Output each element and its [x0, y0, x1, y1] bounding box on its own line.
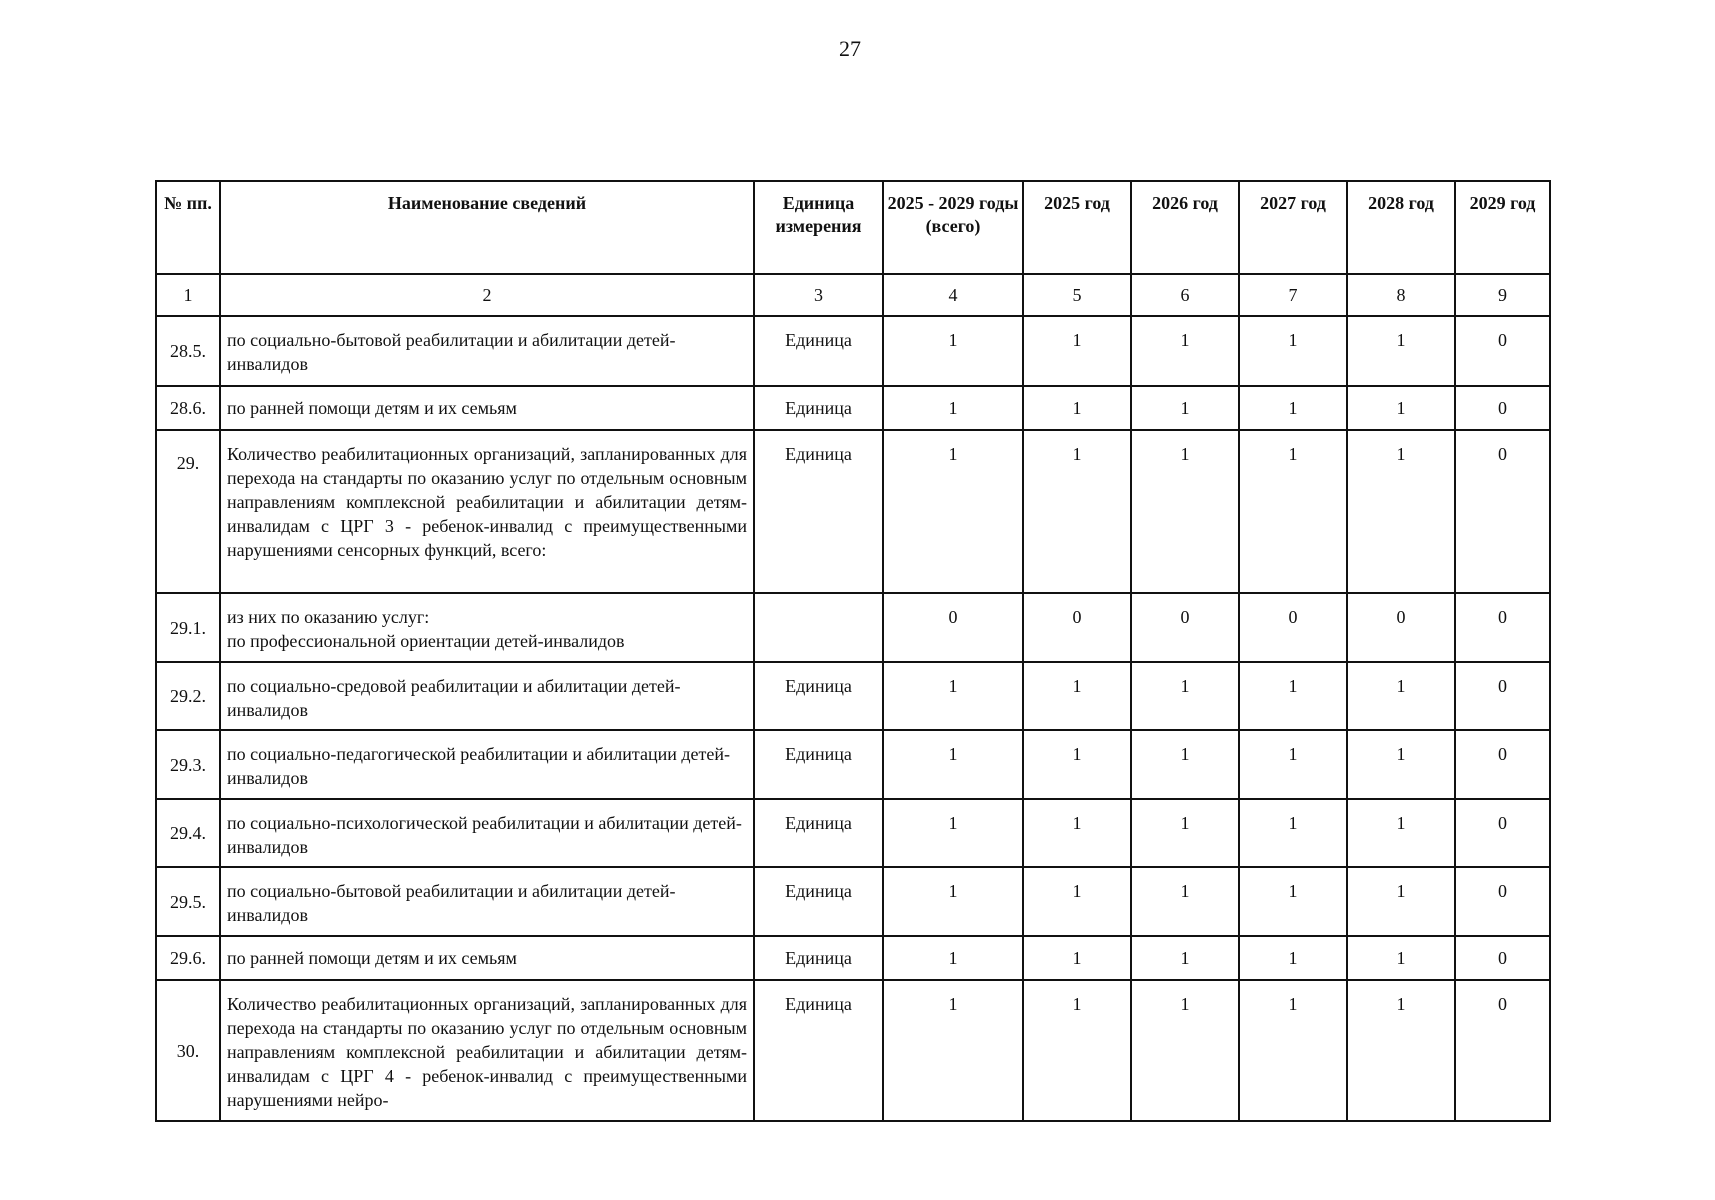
row-unit: Единица [754, 730, 883, 799]
row-number: 29.2. [156, 662, 220, 730]
value-2026: 1 [1131, 662, 1239, 730]
value-2029: 0 [1455, 867, 1550, 936]
value-total: 1 [883, 386, 1023, 430]
column-number: 6 [1131, 274, 1239, 316]
column-number: 4 [883, 274, 1023, 316]
value-2028: 1 [1347, 867, 1455, 936]
value-2027: 1 [1239, 867, 1347, 936]
value-2029: 0 [1455, 662, 1550, 730]
value-2027: 1 [1239, 316, 1347, 386]
value-2026: 1 [1131, 799, 1239, 867]
column-number: 1 [156, 274, 220, 316]
value-2029: 0 [1455, 386, 1550, 430]
row-name: Количество реабилитационных организаций, запланированных для перехода на стандарты по оказанию услуг по отдельным основным направлениям комплексной реабилитации и абилитации детям-инвалидам с ЦРГ 4 - ребенок-инвалид с преимущественными нарушениями нейро- [220, 980, 754, 1121]
row-name: по социально-бытовой реабилитации и абилитации детей-инвалидов [220, 867, 754, 936]
value-2028: 1 [1347, 430, 1455, 593]
header-cell: 2025 - 2029 годы (всего) [883, 181, 1023, 274]
row-number: 29.4. [156, 799, 220, 867]
value-total: 1 [883, 430, 1023, 593]
value-total: 1 [883, 316, 1023, 386]
table-row [156, 980, 1550, 1121]
row-name: по ранней помощи детям и их семьям [220, 936, 754, 980]
header-cell: 2026 год [1131, 181, 1239, 274]
value-2026: 1 [1131, 316, 1239, 386]
row-unit: Единица [754, 316, 883, 386]
header-cell: № пп. [156, 181, 220, 274]
column-number: 3 [754, 274, 883, 316]
row-unit: Единица [754, 980, 883, 1121]
row-unit: Единица [754, 662, 883, 730]
row-name [220, 593, 754, 662]
table-row [156, 936, 1550, 980]
report-table [155, 180, 1551, 1122]
table-row [156, 730, 1550, 799]
value-2029: 0 [1455, 730, 1550, 799]
value-2029: 0 [1455, 316, 1550, 386]
header-cell: Единица измерения [754, 181, 883, 274]
value-total: 1 [883, 662, 1023, 730]
value-2025: 0 [1023, 593, 1131, 662]
value-2026: 1 [1131, 430, 1239, 593]
value-2027: 1 [1239, 430, 1347, 593]
row-number: 29.5. [156, 867, 220, 936]
header-cell: 2025 год [1023, 181, 1131, 274]
value-2026: 1 [1131, 936, 1239, 980]
header-cell: Наименование сведений [220, 181, 754, 274]
row-name: по социально-психологической реабилитации и абилитации детей-инвалидов [220, 799, 754, 867]
value-2027: 1 [1239, 386, 1347, 430]
row-unit: Единица [754, 799, 883, 867]
value-2029: 0 [1455, 799, 1550, 867]
value-2027: 1 [1239, 980, 1347, 1121]
value-2029: 0 [1455, 980, 1550, 1121]
row-name-line: из них по оказанию услуг: [227, 607, 430, 627]
page-number: 27 [839, 36, 861, 61]
value-2026: 0 [1131, 593, 1239, 662]
table-row [156, 799, 1550, 867]
value-2028: 1 [1347, 730, 1455, 799]
column-number: 8 [1347, 274, 1455, 316]
value-2028: 1 [1347, 662, 1455, 730]
column-number: 9 [1455, 274, 1550, 316]
table-row [156, 593, 1550, 662]
value-2025: 1 [1023, 936, 1131, 980]
row-unit: Единица [754, 936, 883, 980]
row-number: 30. [156, 980, 220, 1121]
header-cell: 2028 год [1347, 181, 1455, 274]
value-2027: 0 [1239, 593, 1347, 662]
table-row [156, 662, 1550, 730]
value-2027: 1 [1239, 799, 1347, 867]
column-number-row [156, 274, 1550, 316]
row-number: 29. [156, 430, 220, 593]
row-number: 29.6. [156, 936, 220, 980]
header-cell: 2029 год [1455, 181, 1550, 274]
header-cell: 2027 год [1239, 181, 1347, 274]
value-2025: 1 [1023, 316, 1131, 386]
value-2027: 1 [1239, 730, 1347, 799]
value-2025: 1 [1023, 430, 1131, 593]
value-2026: 1 [1131, 730, 1239, 799]
value-total: 1 [883, 867, 1023, 936]
row-name: по социально-педагогической реабилитации и абилитации детей-инвалидов [220, 730, 754, 799]
row-name: по ранней помощи детям и их семьям [220, 386, 754, 430]
row-name: по социально-бытовой реабилитации и абилитации детей-инвалидов [220, 316, 754, 386]
table-header-row [156, 181, 1550, 274]
value-2025: 1 [1023, 662, 1131, 730]
value-2025: 1 [1023, 980, 1131, 1121]
row-unit: Единица [754, 386, 883, 430]
row-number: 28.6. [156, 386, 220, 430]
table-row [156, 867, 1550, 936]
value-2028: 1 [1347, 316, 1455, 386]
column-number: 5 [1023, 274, 1131, 316]
value-total: 1 [883, 980, 1023, 1121]
value-2028: 0 [1347, 593, 1455, 662]
row-number: 29.3. [156, 730, 220, 799]
row-number: 29.1. [156, 593, 220, 662]
row-unit: Единица [754, 430, 883, 593]
value-2027: 1 [1239, 936, 1347, 980]
value-2025: 1 [1023, 799, 1131, 867]
table-row [156, 386, 1550, 430]
row-name-line: по профессиональной ориентации детей-инвалидов [227, 631, 625, 651]
row-name: по социально-средовой реабилитации и абилитации детей-инвалидов [220, 662, 754, 730]
row-unit [754, 593, 883, 662]
value-2029: 0 [1455, 430, 1550, 593]
value-2025: 1 [1023, 867, 1131, 936]
value-2028: 1 [1347, 386, 1455, 430]
value-2029: 0 [1455, 936, 1550, 980]
table-row [156, 316, 1550, 386]
value-total: 1 [883, 936, 1023, 980]
row-name: Количество реабилитационных организаций, запланированных для перехода на стандарты по оказанию услуг по отдельным основным направлениям комплексной реабилитации и абилитации детям-инвалидам с ЦРГ 3 - ребенок-инвалид с преимущественными нарушениями сенсорных функций, всего: [220, 430, 754, 593]
row-unit: Единица [754, 867, 883, 936]
value-total: 1 [883, 799, 1023, 867]
value-2028: 1 [1347, 799, 1455, 867]
value-2028: 1 [1347, 936, 1455, 980]
value-2026: 1 [1131, 386, 1239, 430]
value-2026: 1 [1131, 980, 1239, 1121]
value-2025: 1 [1023, 386, 1131, 430]
row-number: 28.5. [156, 316, 220, 386]
column-number: 2 [220, 274, 754, 316]
value-2029: 0 [1455, 593, 1550, 662]
value-total: 1 [883, 730, 1023, 799]
value-2028: 1 [1347, 980, 1455, 1121]
value-2026: 1 [1131, 867, 1239, 936]
value-2027: 1 [1239, 662, 1347, 730]
table-row [156, 430, 1550, 593]
column-number: 7 [1239, 274, 1347, 316]
value-total: 0 [883, 593, 1023, 662]
value-2025: 1 [1023, 730, 1131, 799]
